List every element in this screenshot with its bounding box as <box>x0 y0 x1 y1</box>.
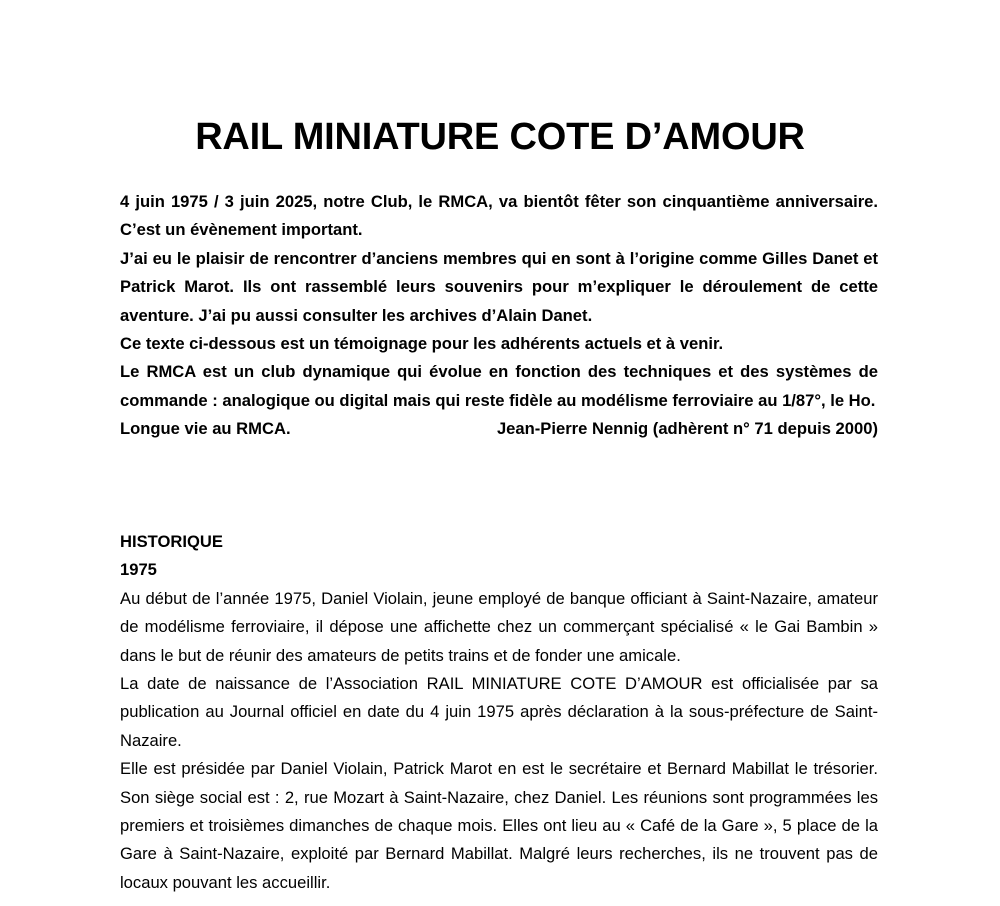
author-signature: Jean-Pierre Nennig (adhèrent n° 71 depuis 2000) <box>496 419 878 439</box>
signature-line <box>120 415 878 443</box>
document-title: RAIL MINIATURE COTE D’AMOUR <box>195 116 805 158</box>
intro-paragraph: Ce texte ci-dessous est un témoignage pour les adhérents actuels et à venir. <box>120 334 724 354</box>
historique-paragraph: Au début de l’année 1975, Daniel Violain, jeune employé de banque officiant à Saint-Nazaire, amateur de modélisme ferroviaire, il dépose une affichette chez un commerçant spécialisé « le Gai Bambin » dans le but de réunir des amateurs de petits trains et de fonder une amicale. <box>120 588 878 665</box>
intro-section <box>120 188 878 444</box>
historique-paragraph: Elle est présidée par Daniel Violain, Patrick Marot en est le secrétaire et Bernard Mabillat le trésorier. Son siège social est : 2, rue Mozart à Saint-Nazaire, chez Daniel. Les réunions sont programmées les premiers et troisièmes dimanches de chaque mois. Elles ont lieu au « Café de la Gare », 5 place de la Gare à Saint-Nazaire, exploité par Bernard Mabillat. Malgré leurs recherches, ils ne trouvent pas de locaux pouvant les accueillir. <box>120 759 878 892</box>
intro-paragraph: Le RMCA est un club dynamique qui évolue en fonction des techniques et des systèmes de commande : analogique ou digital mais qui reste fidèle au modélisme ferroviaire au 1/87°, le Ho. <box>120 362 878 410</box>
intro-paragraph: 4 juin 1975 / 3 juin 2025, notre Club, le RMCA, va bientôt fêter son cinquantième anniversaire. C’est un évènement important. <box>120 192 878 240</box>
year-heading: 1975 <box>120 560 157 580</box>
historique-section <box>120 528 878 897</box>
historique-paragraph: La date de naissance de l’Association RAIL MINIATURE COTE D’AMOUR est officialisée par sa publication au Journal officiel en date du 4 juin 1975 après déclaration à la sous-préfecture de Saint-Nazaire. <box>120 674 878 750</box>
section-heading: HISTORIQUE <box>120 532 223 551</box>
closing-text: Longue vie au RMCA. <box>120 419 291 439</box>
intro-paragraph: J’ai eu le plaisir de rencontrer d’anciens membres qui en sont à l’origine comme Gilles Danet et Patrick Marot. Ils ont rassemblé leurs souvenirs pour m’expliquer le déroulement de cette aventure. J’ai pu aussi consulter les archives d’Alain Danet. <box>120 248 878 325</box>
